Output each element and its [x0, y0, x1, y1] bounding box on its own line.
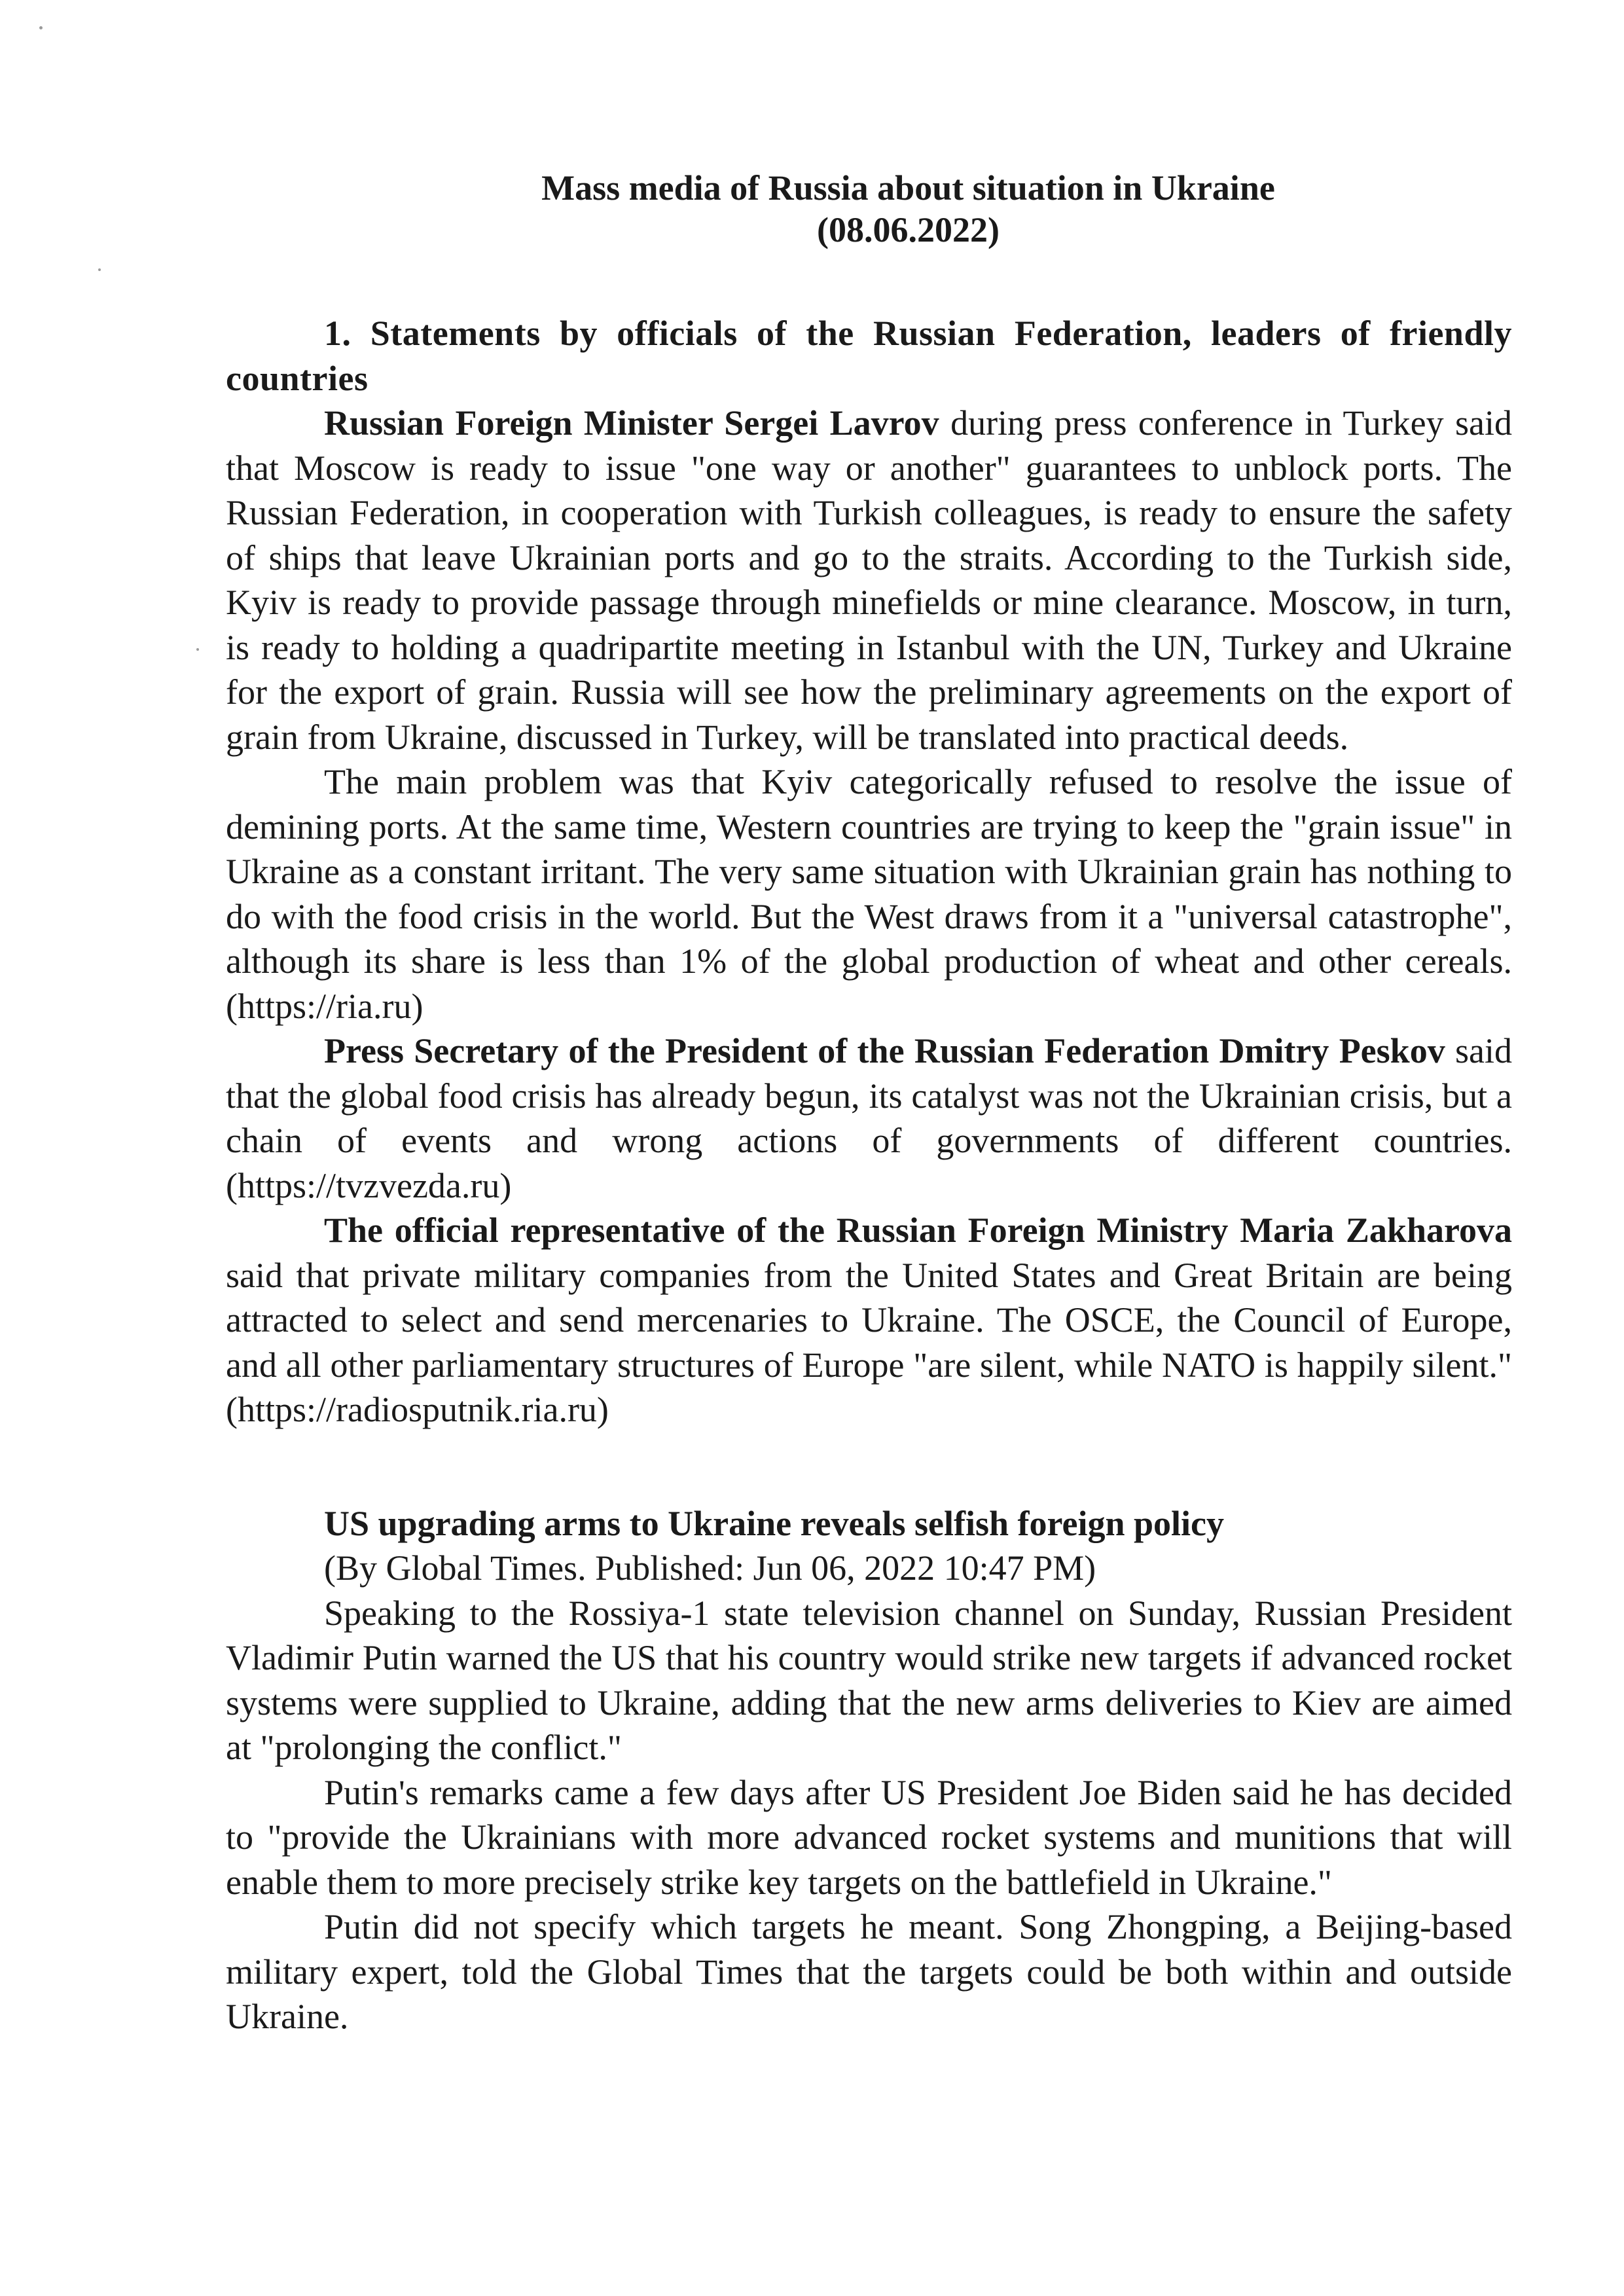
paragraph-grain-issue	[226, 759, 1512, 1029]
paragraph-text: said that private military companies from the United States and Great Britain are being attracted to select and send mercenaries to Ukraine. The OSCE, the Council of Europe, and all other parliamentary structures of Europe "are silent, while NATO is happily silent." (https://radiosputnik.ria.ru)	[226, 1255, 1512, 1429]
scan-speck	[196, 648, 199, 651]
article-paragraph: Speaking to the Rossiya-1 state television channel on Sunday, Russian President Vladimir Putin warned the US that his country would strike new targets if advanced rocket systems were supplied to Ukraine, adding that the new arms deliveries to Kiev are aimed at "prolonging the conflict."	[226, 1593, 1512, 1767]
speaker-name: Press Secretary of the President of the Russian Federation Dmitry Peskov	[324, 1031, 1445, 1070]
section-heading: 1. Statements by officials of the Russian Federation, leaders of friendly countries	[226, 314, 1512, 398]
paragraph-zakharova	[226, 1208, 1512, 1432]
document-date: (08.06.2022)	[817, 210, 1000, 249]
paragraph-text: said that the global food crisis has already begun, its catalyst was not the Ukrainian crisis, but a chain of events and wrong actions of governments of different countries. (https://tvzvezda.ru)	[226, 1031, 1512, 1205]
speaker-name: The official representative of the Russian Foreign Ministry Maria Zakharova	[324, 1211, 1512, 1250]
article-byline: (By Global Times. Published: Jun 06, 2022 10:47 PM)	[324, 1548, 1096, 1588]
document-title: Mass media of Russia about situation in Ukraine	[541, 168, 1275, 208]
scan-speck	[39, 26, 43, 29]
document-body	[226, 167, 1512, 2039]
paragraph-text: during press conference in Turkey said that Moscow is ready to issue "one way or another" guarantees to unblock ports. The Russian Federation, in cooperation with Turkish colleagues, is ready to ensure the safety of ships that leave Ukrainian ports and go to the straits. According to the Turkish side, Kyiv is ready to provide passage through minefields or mine clearance. Moscow, in turn, is ready to holding a quadripartite meeting in Istanbul with the UN, Turkey and Ukraine for the export of grain. Russia will see how the preliminary agreements on the export of grain from Ukraine, discussed in Turkey, will be translated into practical deeds.	[226, 403, 1512, 757]
article-paragraph: Putin's remarks came a few days after US President Joe Biden said he has decided to "provide the Ukrainians with more advanced rocket systems and munitions that will enable them to more precisely strike key targets on the battlefield in Ukraine."	[226, 1772, 1512, 1902]
article-paragraph: Putin did not specify which targets he meant. Song Zhongping, a Beijing-based military expert, told the Global Times that the targets could be both within and outside Ukraine.	[226, 1907, 1512, 2036]
scan-speck	[98, 268, 101, 271]
speaker-name: Russian Foreign Minister Sergei Lavrov	[324, 403, 939, 443]
paragraph-peskov	[226, 1029, 1512, 1208]
paragraph-text: The main problem was that Kyiv categorically refused to resolve the issue of demining ports. At the same time, Western countries are trying to keep the "grain issue" in Ukraine as a constant irritant. The very same situation with Ukrainian grain has nothing to do with the food crisis in the world. But the West draws from it a "universal catastrophe", although its share is less than 1% of the global production of wheat and other cereals. (https://ria.ru)	[226, 762, 1512, 1026]
paragraph-lavrov	[226, 401, 1512, 759]
article-title: US upgrading arms to Ukraine reveals selfish foreign policy	[324, 1503, 1225, 1543]
